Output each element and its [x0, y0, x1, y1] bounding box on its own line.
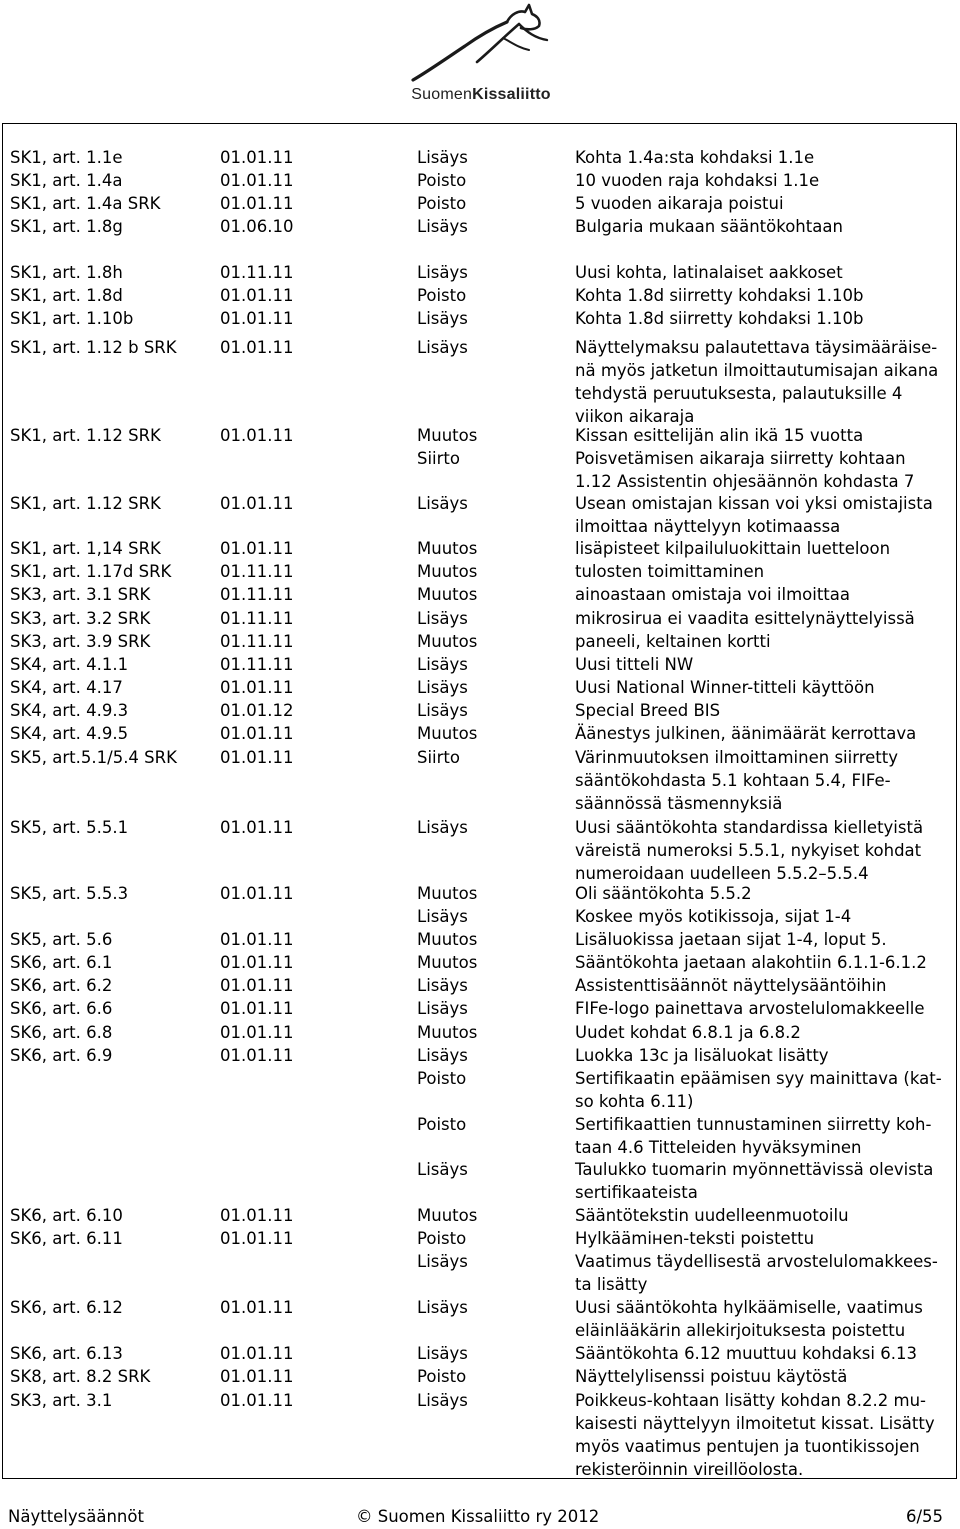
change-type-cell: Lisäys	[417, 1160, 468, 1179]
description-line: FIFe-logo painettava arvostelulomakkeelle	[575, 999, 925, 1018]
description-cell	[575, 630, 771, 653]
description-line: tehdystä peruutuksesta, palautuksille 4	[575, 384, 903, 403]
description-line: sertifikaateista	[575, 1183, 698, 1202]
change-type-cell: Lisäys	[417, 1252, 468, 1271]
description-line: Special Breed BIS	[575, 701, 721, 720]
description-cell	[575, 974, 887, 997]
description-line: Uusi National Winner-titteli käyttöön	[575, 678, 875, 697]
description-line: rekisteröinnin vireillöolosta.	[575, 1460, 804, 1479]
change-type-cell: Muutos	[417, 724, 478, 743]
date-cell: 01.06.10	[220, 217, 294, 236]
change-type-cell: Lisäys	[417, 309, 468, 328]
description-line: Näyttelymaksu palautettava täysimääräise-	[575, 338, 938, 357]
description-cell	[575, 583, 850, 606]
description-cell	[575, 882, 752, 905]
change-type-cell: Poisto	[417, 194, 467, 213]
change-type-cell: Siirto	[417, 449, 460, 468]
description-line: eläinlääkärin allekirjoituksesta poistettu	[575, 1321, 906, 1340]
description-line: Poikkeus-kohtaan lisätty kohdan 8.2.2 mu-	[575, 1391, 926, 1410]
description-line: Kohta 1.8d siirretty kohdaksi 1.10b	[575, 286, 864, 305]
change-type-cell: Lisäys	[417, 338, 468, 357]
description-line: Hylkäämінen-teksti poistettu	[575, 1229, 815, 1248]
date-cell: 01.01.11	[220, 1367, 294, 1386]
description-line: Poisvetämisen aikaraja siirretty kohtaan	[575, 449, 906, 468]
date-cell: 01.01.11	[220, 1229, 294, 1248]
description-line: väreistä numeroksi 5.5.1, nykyiset kohdat	[575, 841, 922, 860]
description-line: Luokka 13c ja lisäluokat lisätty	[575, 1046, 829, 1065]
description-line: Koskee myös kotikissoja, sijat 1-4	[575, 907, 852, 926]
description-cell	[575, 1158, 933, 1204]
section-ref-cell: SK6, art. 6.2	[10, 976, 113, 995]
change-type-cell: Lisäys	[417, 1391, 468, 1410]
description-line: Oli sääntökohta 5.5.2	[575, 884, 752, 903]
section-ref-cell: SK1, art. 1.12 SRK	[10, 494, 161, 513]
section-ref-cell: SK1, art. 1.4a SRK	[10, 194, 161, 213]
date-cell: 01.01.11	[220, 930, 294, 949]
description-cell	[575, 699, 720, 722]
change-type-cell: Lisäys	[417, 217, 468, 236]
date-cell: 01.01.11	[220, 1391, 294, 1410]
description-cell	[575, 447, 914, 493]
change-type-cell: Muutos	[417, 632, 478, 651]
description-cell	[575, 1389, 935, 1481]
section-ref-cell: SK1, art. 1.8g	[10, 217, 123, 236]
description-cell	[575, 676, 875, 699]
description-line: tulosten toimittaminen	[575, 562, 765, 581]
description-cell	[575, 1113, 931, 1159]
section-ref-cell: SK6, art. 6.1	[10, 953, 113, 972]
section-ref-cell: SK6, art. 6.9	[10, 1046, 113, 1065]
description-line: Uusi sääntökohta standardissa kielletyistä	[575, 818, 924, 837]
description-line: Sertifikaatin epäämisen syy mainittava (kat-	[575, 1069, 942, 1088]
date-cell: 01.01.11	[220, 1046, 294, 1065]
section-ref-cell: SK3, art. 3.1 SRK	[10, 585, 151, 604]
section-ref-cell: SK4, art. 4.17	[10, 678, 123, 697]
change-type-cell: Poisto	[417, 1367, 467, 1386]
date-cell: 01.01.11	[220, 748, 294, 767]
change-type-cell: Poisto	[417, 1115, 467, 1134]
section-ref-cell: SK1, art. 1,14 SRK	[10, 539, 161, 558]
description-line: Taulukko tuomarin myönnettävissä olevista	[575, 1160, 934, 1179]
date-cell: 01.01.11	[220, 194, 294, 213]
date-cell: 01.01.11	[220, 1344, 294, 1363]
description-line: Sääntökohta 6.12 muuttuu kohdaksi 6.13	[575, 1344, 917, 1363]
description-line: Kissan esittelijän alin ikä 15 vuotta	[575, 426, 864, 445]
description-cell	[575, 1044, 829, 1067]
date-cell: 01.01.11	[220, 494, 294, 513]
description-cell	[575, 1204, 849, 1227]
suomen-kissaliitto-logo	[395, 2, 567, 106]
section-ref-cell: SK1, art. 1.12 b SRK	[10, 338, 177, 357]
change-type-cell: Muutos	[417, 539, 478, 558]
description-cell	[575, 424, 863, 447]
change-type-cell: Lisäys	[417, 976, 468, 995]
description-line: lisäpisteet kilpailuluokittain luetteloon	[575, 539, 891, 558]
description-cell	[575, 492, 933, 538]
description-line: nä myös jatketun ilmoittautumisajan aikana	[575, 361, 939, 380]
description-cell	[575, 1250, 938, 1296]
section-ref-cell: SK1, art. 1.8d	[10, 286, 123, 305]
description-cell	[575, 215, 843, 238]
description-line: Sertifikaattien tunnustaminen siirretty koh-	[575, 1115, 932, 1134]
description-line: viikon aikaraja	[575, 407, 695, 426]
description-cell	[575, 1067, 942, 1113]
description-line: Vaatimus täydellisestä arvostelulomakkees-	[575, 1252, 938, 1271]
description-cell	[575, 284, 863, 307]
description-cell	[575, 1296, 923, 1342]
section-ref-cell: SK6, art. 6.13	[10, 1344, 123, 1363]
description-cell	[575, 192, 784, 215]
change-type-cell: Muutos	[417, 884, 478, 903]
description-line: Usean omistajan kissan voi yksi omistajista	[575, 494, 933, 513]
change-type-cell: Lisäys	[417, 907, 468, 926]
description-cell	[575, 722, 916, 745]
description-line: ilmoittaa näyttelyyn kotimaassa	[575, 517, 841, 536]
date-cell: 01.01.11	[220, 148, 294, 167]
section-ref-cell: SK1, art. 1.1e	[10, 148, 123, 167]
footer-page-number: 6/55	[906, 1507, 944, 1526]
date-cell: 01.01.11	[220, 884, 294, 903]
date-cell: 01.01.11	[220, 1206, 294, 1225]
description-line: 1.12 Assistentin ohjesäännön kohdasta 7	[575, 472, 915, 491]
description-line: so kohta 6.11)	[575, 1092, 694, 1111]
date-cell: 01.01.11	[220, 976, 294, 995]
description-line: sääntökohdasta 5.1 kohtaan 5.4, FIFe-	[575, 771, 891, 790]
description-cell	[575, 1365, 847, 1388]
date-cell: 01.01.11	[220, 678, 294, 697]
description-line: Uusi sääntökohta hylkäämiselle, vaatimus	[575, 1298, 923, 1317]
description-line: Kohta 1.4a:sta kohdaksi 1.1e	[575, 148, 815, 167]
description-cell	[575, 816, 923, 885]
change-type-cell: Lisäys	[417, 609, 468, 628]
description-line: Uusi kohta, latinalaiset aakkoset	[575, 263, 843, 282]
section-ref-cell: SK8, art. 8.2 SRK	[10, 1367, 151, 1386]
description-cell	[575, 997, 925, 1020]
description-line: numeroidaan uudelleen 5.5.2–5.5.4	[575, 864, 869, 883]
description-cell	[575, 146, 814, 169]
section-ref-cell: SK5, art. 5.6	[10, 930, 113, 949]
description-line: taan 4.6 Titteleiden hyväksyminen	[575, 1138, 862, 1157]
description-cell	[575, 1342, 917, 1365]
change-type-cell: Lisäys	[417, 148, 468, 167]
change-type-cell: Poisto	[417, 1229, 467, 1248]
change-type-cell: Muutos	[417, 953, 478, 972]
footer-document-title: Näyttelysäännöt	[8, 1507, 144, 1526]
description-line: säännössä täsmennyksiä	[575, 794, 783, 813]
description-line: Lisäluokissa jaetaan sijat 1-4, loput 5.	[575, 930, 887, 949]
change-type-cell: Poisto	[417, 1069, 467, 1088]
date-cell: 01.01.11	[220, 286, 294, 305]
section-ref-cell: SK5, art. 5.5.3	[10, 884, 129, 903]
description-cell	[575, 1227, 814, 1250]
description-line: mikrosirua ei vaadita esittelynäyttelyissä	[575, 609, 915, 628]
date-cell: 01.01.11	[220, 818, 294, 837]
page-header	[0, 0, 960, 118]
description-line: paneeli, keltainen kortti	[575, 632, 771, 651]
change-type-cell: Lisäys	[417, 678, 468, 697]
description-cell	[575, 653, 693, 676]
date-cell: 01.01.12	[220, 701, 294, 720]
date-cell: 01.11.11	[220, 632, 294, 651]
description-cell	[575, 905, 851, 928]
change-type-cell: Lisäys	[417, 999, 468, 1018]
description-line: Kohta 1.8d siirretty kohdaksi 1.10b	[575, 309, 864, 328]
section-ref-cell: SK4, art. 4.1.1	[10, 655, 129, 674]
description-cell	[575, 307, 863, 330]
section-ref-cell: SK1, art. 1.8h	[10, 263, 123, 282]
section-ref-cell: SK1, art. 1.12 SRK	[10, 426, 161, 445]
description-cell	[575, 560, 764, 583]
date-cell: 01.01.11	[220, 1298, 294, 1317]
description-cell	[575, 607, 915, 630]
section-ref-cell: SK5, art.5.1/5.4 SRK	[10, 748, 177, 767]
description-cell	[575, 928, 887, 951]
section-ref-cell: SK5, art. 5.5.1	[10, 818, 129, 837]
date-cell: 01.01.11	[220, 338, 294, 357]
date-cell: 01.11.11	[220, 263, 294, 282]
description-cell	[575, 1021, 801, 1044]
cat-silhouette-icon	[407, 2, 555, 86]
change-type-cell: Muutos	[417, 585, 478, 604]
section-ref-cell: SK4, art. 4.9.5	[10, 724, 129, 743]
change-type-cell: Lisäys	[417, 1344, 468, 1363]
change-type-cell: Poisto	[417, 286, 467, 305]
description-line: Äänestys julkinen, äänimäärät kerrottava	[575, 724, 917, 743]
date-cell: 01.01.11	[220, 171, 294, 190]
date-cell: 01.01.11	[220, 1023, 294, 1042]
description-line: 10 vuoden raja kohdaksi 1.1e	[575, 171, 820, 190]
date-cell: 01.11.11	[220, 655, 294, 674]
description-line: Sääntötekstin uudelleenmuotoilu	[575, 1206, 849, 1225]
description-line: Uudet kohdat 6.8.1 ja 6.8.2	[575, 1023, 801, 1042]
description-cell	[575, 746, 898, 815]
description-line: Uusi titteli NW	[575, 655, 694, 674]
change-type-cell: Muutos	[417, 426, 478, 445]
date-cell: 01.01.11	[220, 309, 294, 328]
date-cell: 01.11.11	[220, 562, 294, 581]
description-line: myös vaatimus pentujen ja tuontikissojen	[575, 1437, 920, 1456]
change-type-cell: Muutos	[417, 1206, 478, 1225]
description-cell	[575, 261, 843, 284]
date-cell: 01.11.11	[220, 585, 294, 604]
description-cell	[575, 537, 890, 560]
footer-copyright: © Suomen Kissaliitto ry 2012	[356, 1507, 600, 1526]
section-ref-cell: SK1, art. 1.17d SRK	[10, 562, 172, 581]
change-type-cell: Lisäys	[417, 701, 468, 720]
section-ref-cell: SK6, art. 6.8	[10, 1023, 113, 1042]
description-line: Bulgaria mukaan sääntökohtaan	[575, 217, 843, 236]
description-cell	[575, 169, 819, 192]
date-cell: 01.01.11	[220, 999, 294, 1018]
change-type-cell: Siirto	[417, 748, 460, 767]
change-type-cell: Lisäys	[417, 1046, 468, 1065]
change-type-cell: Lisäys	[417, 494, 468, 513]
description-line: 5 vuoden aikaraja poistui	[575, 194, 784, 213]
section-ref-cell: SK6, art. 6.6	[10, 999, 113, 1018]
section-ref-cell: SK3, art. 3.1	[10, 1391, 113, 1410]
section-ref-cell: SK6, art. 6.11	[10, 1229, 123, 1248]
description-line: Värinmuutoksen ilmoittaminen siirretty	[575, 748, 898, 767]
change-type-cell: Muutos	[417, 930, 478, 949]
description-cell	[575, 951, 927, 974]
change-type-cell: Lisäys	[417, 1298, 468, 1317]
change-type-cell: Poisto	[417, 171, 467, 190]
section-ref-cell: SK4, art. 4.9.3	[10, 701, 129, 720]
change-type-cell: Muutos	[417, 562, 478, 581]
date-cell: 01.11.11	[220, 609, 294, 628]
date-cell: 01.01.11	[220, 953, 294, 972]
change-type-cell: Lisäys	[417, 818, 468, 837]
description-line: kaisesti näyttelyyn ilmoitetut kissat. Lisätty	[575, 1414, 935, 1433]
logo-wordmark: SuomenKissaliitto	[411, 86, 551, 103]
section-ref-cell: SK6, art. 6.12	[10, 1298, 123, 1317]
date-cell: 01.01.11	[220, 539, 294, 558]
date-cell: 01.01.11	[220, 724, 294, 743]
section-ref-cell: SK1, art. 1.4a	[10, 171, 123, 190]
change-type-cell: Lisäys	[417, 263, 468, 282]
section-ref-cell: SK1, art. 1.10b	[10, 309, 134, 328]
section-ref-cell: SK3, art. 3.9 SRK	[10, 632, 151, 651]
section-ref-cell: SK3, art. 3.2 SRK	[10, 609, 151, 628]
description-line: Assistenttisäännöt näyttelysääntöihin	[575, 976, 887, 995]
description-cell	[575, 336, 938, 428]
page-footer	[0, 1506, 960, 1528]
description-line: ainoastaan omistaja voi ilmoittaa	[575, 585, 850, 604]
description-line: Näyttelylisenssi poistuu käytöstä	[575, 1367, 848, 1386]
section-ref-cell: SK6, art. 6.10	[10, 1206, 123, 1225]
change-type-cell: Muutos	[417, 1023, 478, 1042]
description-line: Sääntökohta jaetaan alakohtiin 6.1.1-6.1.2	[575, 953, 927, 972]
change-type-cell: Lisäys	[417, 655, 468, 674]
date-cell: 01.01.11	[220, 426, 294, 445]
description-line: ta lisätty	[575, 1275, 648, 1294]
